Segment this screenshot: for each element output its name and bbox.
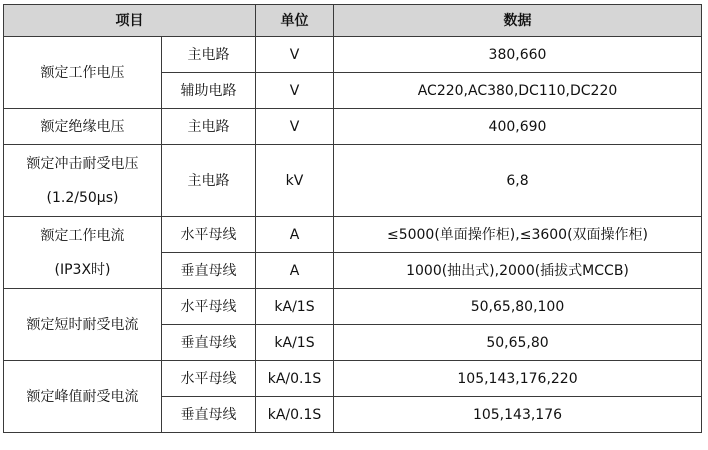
unit-cell: kA/0.1S [256, 361, 334, 397]
table-row [4, 361, 702, 397]
sub-item: 垂直母线 [162, 253, 256, 289]
item-rated-working-voltage: 额定工作电压 [4, 37, 162, 109]
table-row [4, 289, 702, 325]
unit-cell: V [256, 37, 334, 73]
value-cell: 105,143,176,220 [334, 361, 702, 397]
unit-cell: kA/1S [256, 289, 334, 325]
unit-cell: V [256, 73, 334, 109]
table-row [4, 37, 702, 73]
spec-table [3, 4, 702, 433]
header-row [4, 5, 702, 37]
sub-item: 主电路 [162, 109, 256, 145]
header-data: 数据 [334, 5, 702, 37]
unit-cell: kA/0.1S [256, 397, 334, 433]
value-cell: 400,690 [334, 109, 702, 145]
value-cell: ≤5000(单面操作柜),≤3600(双面操作柜) [334, 217, 702, 253]
item-name-line1: 额定工作电流 [40, 227, 125, 244]
value-cell: 50,65,80 [334, 325, 702, 361]
value-cell: 1000(抽出式),2000(插拔式MCCB) [334, 253, 702, 289]
table-row [4, 217, 702, 253]
item-rated-insulation-voltage: 额定绝缘电压 [4, 109, 162, 145]
sub-item: 辅助电路 [162, 73, 256, 109]
item-rated-peak-withstand-current: 额定峰值耐受电流 [4, 361, 162, 433]
spec-table-wrapper [3, 4, 702, 433]
unit-cell: V [256, 109, 334, 145]
table-row [4, 109, 702, 145]
unit-cell: kA/1S [256, 325, 334, 361]
item-rated-working-current [4, 217, 162, 289]
table-row [4, 145, 702, 217]
header-unit: 单位 [256, 5, 334, 37]
item-name-line2: (1.2/50μs) [46, 189, 119, 206]
value-cell: AC220,AC380,DC110,DC220 [334, 73, 702, 109]
sub-item: 垂直母线 [162, 325, 256, 361]
value-cell: 50,65,80,100 [334, 289, 702, 325]
value-cell: 6,8 [334, 145, 702, 217]
sub-item: 水平母线 [162, 289, 256, 325]
unit-cell: A [256, 217, 334, 253]
header-item: 项目 [4, 5, 256, 37]
sub-item: 水平母线 [162, 217, 256, 253]
value-cell: 105,143,176 [334, 397, 702, 433]
item-name-line2: (IP3X时) [54, 261, 111, 278]
sub-item: 水平母线 [162, 361, 256, 397]
sub-item: 主电路 [162, 145, 256, 217]
value-cell: 380,660 [334, 37, 702, 73]
item-rated-short-time-withstand-current: 额定短时耐受电流 [4, 289, 162, 361]
item-rated-impulse-withstand-voltage [4, 145, 162, 217]
sub-item: 垂直母线 [162, 397, 256, 433]
unit-cell: A [256, 253, 334, 289]
item-name-line1: 额定冲击耐受电压 [26, 155, 139, 172]
unit-cell: kV [256, 145, 334, 217]
sub-item: 主电路 [162, 37, 256, 73]
